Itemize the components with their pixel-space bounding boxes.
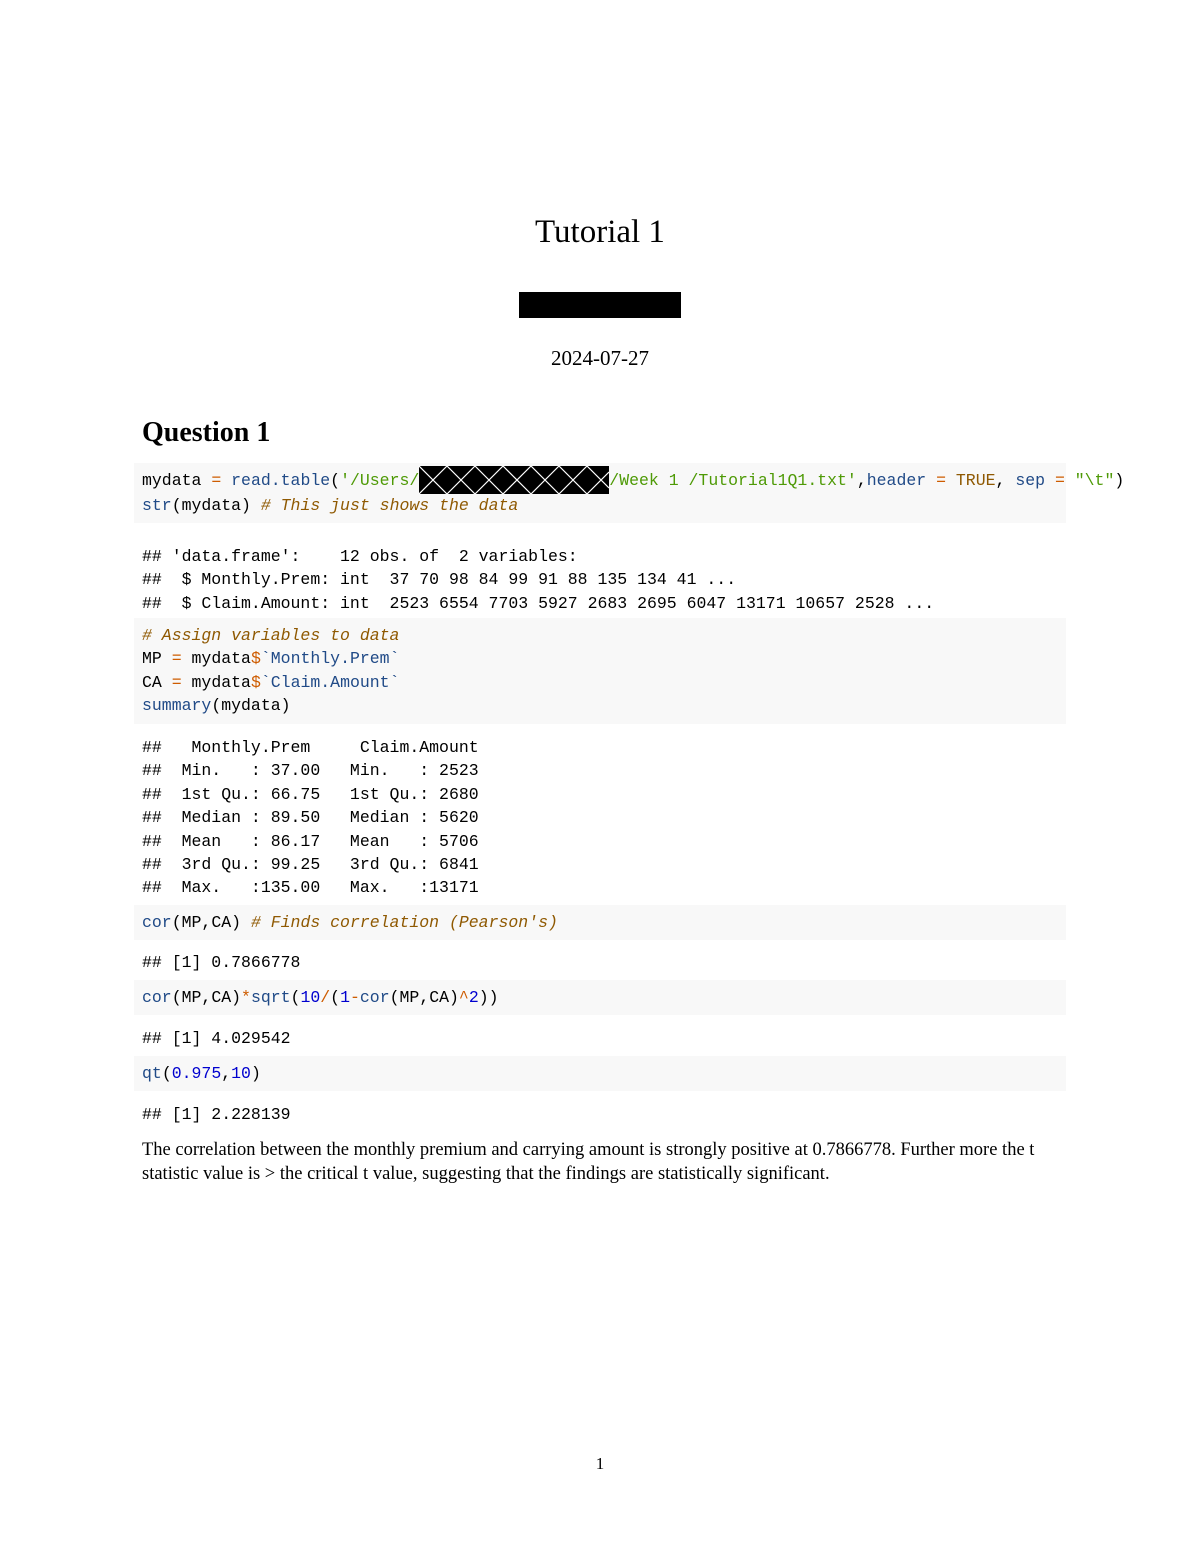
- code-chunk-assign-vars: # Assign variables to data MP = mydata$`Monthly.Prem` CA = mydata$`Claim.Amount` summary(mydata): [134, 618, 1066, 724]
- conclusion-paragraph: The correlation between the monthly premium and carrying amount is strongly positive at 0.7866778. Further more the t statistic value is > the critical t value, suggesting that the findings are statistically significant.: [142, 1140, 1035, 1184]
- page-number: 1: [595, 1454, 605, 1473]
- code-chunk-t-statistic: cor(MP,CA)*sqrt(10/(1-cor(MP,CA)^2)): [134, 980, 1066, 1015]
- output-t-statistic: ## [1] 4.029542: [142, 1029, 291, 1048]
- output-str: ## 'data.frame': 12 obs. of 2 variables: ## $ Monthly.Prem: int 37 70 98 84 99 91 88 135 134 41 ... ## $ Claim.Amount: int 2523 6554 7703 5927 2683 2695 6047 13171 10657 2528 ...: [142, 547, 935, 613]
- code-chunk-cor: cor(MP,CA) # Finds correlation (Pearson's): [134, 905, 1066, 940]
- output-qt: ## [1] 2.228139: [142, 1105, 291, 1124]
- code-chunk-qt: qt(0.975,10): [134, 1056, 1066, 1091]
- section-heading: Question 1: [142, 417, 271, 448]
- redacted-author: [519, 292, 681, 318]
- output-cor: ## [1] 0.7866778: [142, 953, 301, 972]
- document-date: 2024-07-27: [551, 346, 649, 370]
- document-title: Tutorial 1: [535, 214, 665, 250]
- output-summary: ## Monthly.Prem Claim.Amount ## Min. : 37.00 Min. : 2523 ## 1st Qu.: 66.75 1st Qu.: 2680 ## Median : 89.50 Median : 5620 ## Mean : 86.17 Mean : 5706 ## 3rd Qu.: 99.25 3rd Qu.: 6841 ## Max. :135.00 Max. :13171: [142, 738, 499, 898]
- redacted-path: [419, 466, 609, 494]
- code-chunk-read-data: mydata = read.table('/Users/ /Week 1 /Tutorial1Q1.txt',header = TRUE, sep = "\t") str(mydata) # This just shows the data: [134, 463, 1066, 523]
